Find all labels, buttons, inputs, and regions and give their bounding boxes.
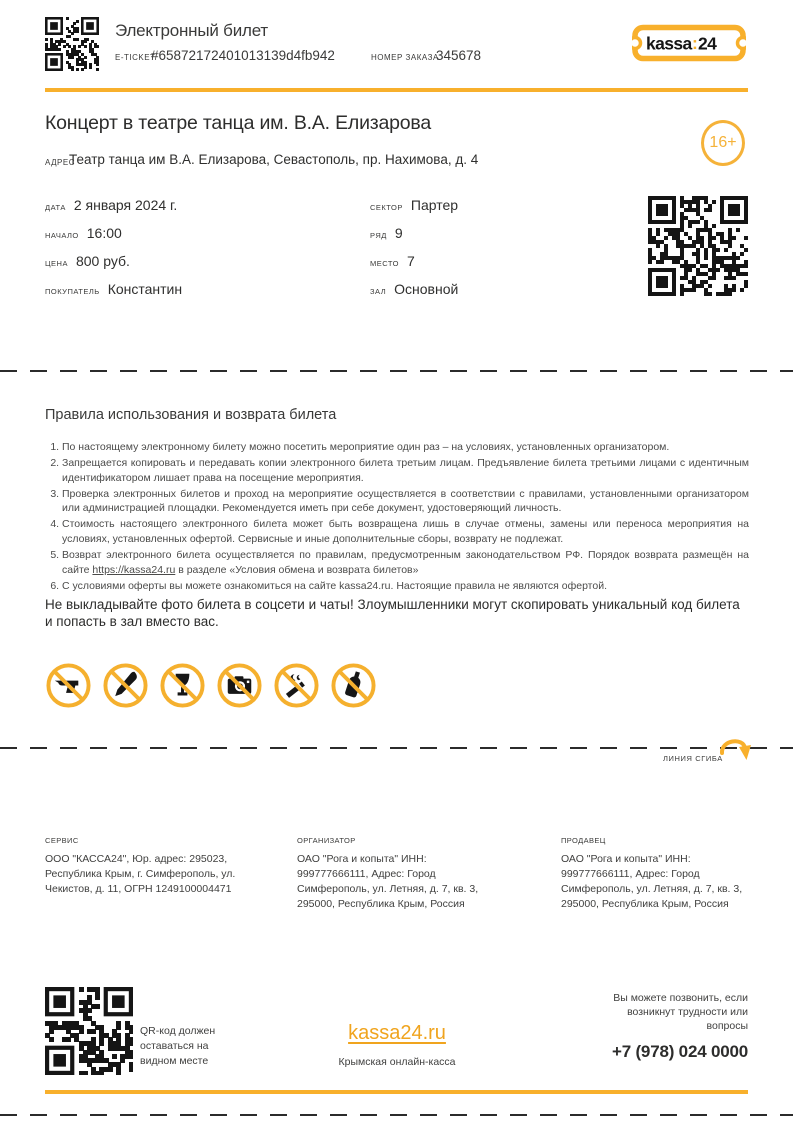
service-text: ООО "КАССА24", Юр. адрес: 295023, Республика Крым, г. Симферополь, ул. Чекистов, д. 11, ОГРН 1249100004471 xyxy=(45,853,236,895)
perforation-line-bottom xyxy=(0,1114,793,1116)
kassa24-rules-link[interactable]: https://kassa24.ru xyxy=(92,563,176,576)
order-number-label: НОМЕР ЗАКАЗА xyxy=(371,53,439,62)
rule-item-text: Возврат электронного билета осуществляется по правилам, предусмотренным законодательством РФ. Порядок возврата размещён на сайте xyxy=(62,549,749,576)
buyer-label: ПОКУПАТЕЛЬ xyxy=(45,287,100,296)
knife-prohibited-icon xyxy=(102,662,149,709)
site-caption: Крымская онлайн-касса xyxy=(338,1056,456,1068)
wine-glass-prohibited-icon xyxy=(159,662,206,709)
detail-row-hall xyxy=(370,281,458,297)
rule-item xyxy=(62,548,749,577)
rule-item: 1. По настоящему электронному билету можно посетить мероприятие один раз – на условиях, установленных организатором. xyxy=(62,440,749,455)
detail-row-price xyxy=(45,253,130,269)
sector-label: СЕКТОР xyxy=(370,203,403,212)
hall-label: ЗАЛ xyxy=(370,287,387,296)
svg-text::: : xyxy=(692,33,698,53)
rule-item: 6. С условиями оферты вы можете ознакомиться на сайте kassa24.ru. Настоящие правила не являются офертой. xyxy=(62,579,749,594)
age-rating-badge: 16+ xyxy=(701,120,745,166)
smoking-prohibited-icon xyxy=(273,662,320,709)
kassa24-site-link[interactable]: kassa24.ru xyxy=(348,1022,446,1044)
hall-value: Основной xyxy=(394,281,459,297)
prohibited-icons-row xyxy=(45,662,377,709)
detail-row-seat xyxy=(370,253,415,269)
rule-item-text: в разделе «Условия обмена и возврата билетов» xyxy=(175,563,419,576)
footer-qr-code xyxy=(45,987,133,1075)
rule-item: 3. Проверка электронных билетов и проход на мероприятие осуществляется в соответствии с правилами, установленными организатором или администрацией площадки. Рекомендуется иметь при себе документ, удостоверяющий личность. xyxy=(62,487,749,516)
organizer-text: ОАО "Рога и копыта" ИНН: 999777666111, Адрес: Город Симферополь, ул. Летняя, д. 7, кв. 3, 295000, Республика Крым, Россия xyxy=(297,853,479,910)
call-note: Вы можете позвонить, если возникнут трудности или вопросы xyxy=(613,992,748,1032)
fold-arrow-icon xyxy=(719,731,755,771)
ticket-qr-code xyxy=(648,196,748,296)
ticket-type-title: Электронный билет xyxy=(115,21,268,40)
seller-text: ОАО "Рога и копыта" ИНН: 999777666111, Адрес: Город Симферополь, ул. Летняя, д. 7, кв. 3, 295000, Республика Крым, Россия xyxy=(561,853,743,910)
perforation-line-top xyxy=(0,370,793,372)
kassa24-logo xyxy=(632,24,746,62)
organizer-label: ОРГАНИЗАТОР xyxy=(297,836,356,845)
order-number: 345678 xyxy=(436,48,482,63)
svg-text:24: 24 xyxy=(698,33,717,54)
detail-row-start-time xyxy=(45,225,122,241)
detail-row-sector xyxy=(370,197,458,213)
service-label: СЕРВИС xyxy=(45,836,79,845)
date-label: ДАТА xyxy=(45,203,66,212)
rules-list xyxy=(45,440,749,595)
camera-prohibited-icon xyxy=(216,662,263,709)
start-value: 16:00 xyxy=(86,225,122,241)
eticket-number: #65872172401013139d4fb942 xyxy=(151,48,335,63)
seat-value: 7 xyxy=(407,253,415,269)
rule-item: 4. Стоимость настоящего электронного билета может быть возвращена лишь в случае отмены, замены или переноса мероприятия на условиях, установленных офертой. Сервисные и иные дополнительные сборы, возврату не подлежат. xyxy=(62,517,749,546)
phone-number: +7 (978) 024 0000 xyxy=(611,1042,748,1061)
price-label: ЦЕНА xyxy=(45,259,68,268)
bottle-prohibited-icon xyxy=(330,662,377,709)
date-value: 2 января 2024 г. xyxy=(73,197,178,213)
svg-text:kassa: kassa xyxy=(646,33,692,54)
seat-label: МЕСТО xyxy=(370,259,399,268)
detail-row-buyer xyxy=(45,281,182,297)
top-accent-bar xyxy=(45,88,748,92)
detail-row-date xyxy=(45,197,177,213)
row-value: 9 xyxy=(394,225,403,241)
gun-prohibited-icon xyxy=(45,662,92,709)
rule-item: 2. Запрещается копировать и передавать копии электронного билета третьим лицам. Предъявление билета третьими лицами с идентичным идентификатором лишает права на посещение мероприятия. xyxy=(62,456,749,485)
rules-heading: Правила использования и возврата билета xyxy=(45,407,337,423)
price-value: 800 руб. xyxy=(75,253,130,269)
eticket-label: E-TICKET xyxy=(115,53,156,62)
qr-placement-note: QR-код должен оставаться на видном месте xyxy=(140,1025,216,1067)
header-qr-code xyxy=(45,17,99,71)
address-value: Театр танца им В.А. Елизарова, Севастополь, пр. Нахимова, д. 4 xyxy=(69,152,479,167)
sector-value: Партер xyxy=(410,197,459,213)
seller-label: ПРОДАВЕЦ xyxy=(561,836,606,845)
start-label: НАЧАЛО xyxy=(45,231,79,240)
event-title: Концерт в театре танца им. В.А. Елизарова xyxy=(45,112,432,134)
warning-text: Не выкладывайте фото билета в соцсети и чаты! Злоумышленники могут скопировать уникальный код билета и попасть в зал вместо вас. xyxy=(45,597,740,629)
contact-block xyxy=(498,991,748,1062)
buyer-value: Константин xyxy=(107,281,183,297)
row-label: РЯД xyxy=(370,231,387,240)
detail-row-row xyxy=(370,225,403,241)
fold-line xyxy=(0,747,793,749)
fold-line-label: ЛИНИЯ СГИБА xyxy=(663,754,723,763)
bottom-accent-bar xyxy=(45,1090,748,1094)
site-block xyxy=(299,1022,495,1068)
address-label: АДРЕС xyxy=(45,158,75,167)
